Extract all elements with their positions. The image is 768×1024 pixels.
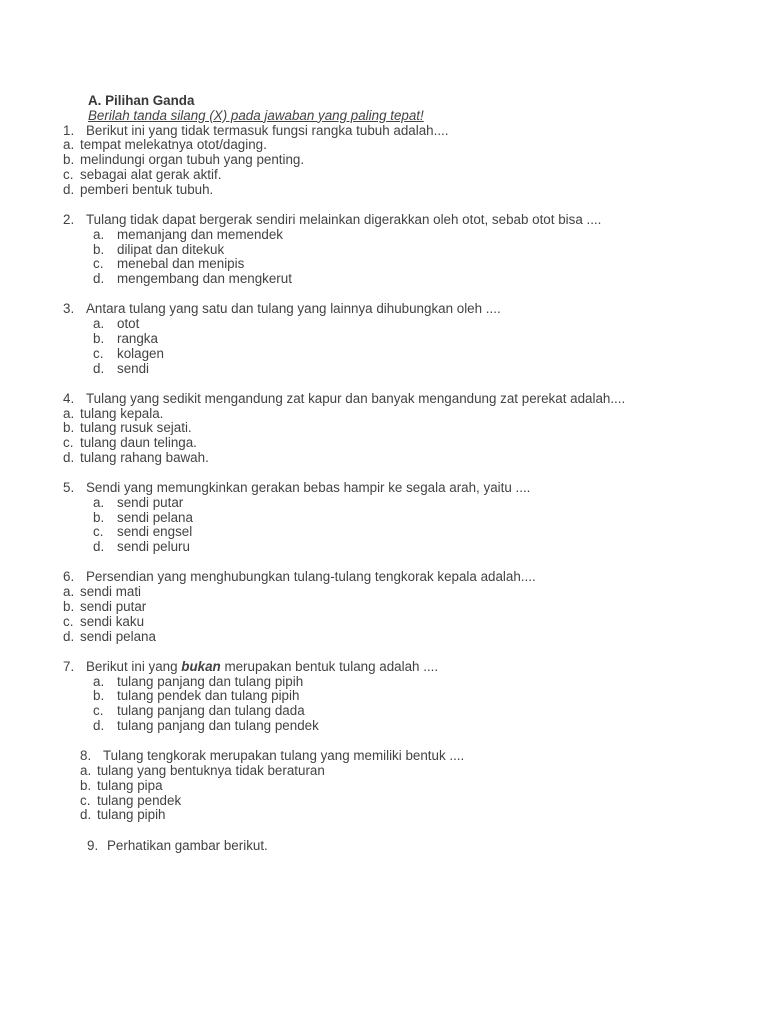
option-line-d: [80, 808, 728, 823]
option-text: tulang pipih: [97, 807, 166, 823]
option-letter: b.: [93, 509, 105, 525]
option-line-d: [63, 183, 728, 198]
question-line: [63, 392, 728, 407]
question-number: 9.: [87, 837, 99, 853]
option-text: menebal dan menipis: [117, 256, 245, 272]
option-line-d: [93, 719, 728, 734]
option-line-a: [63, 407, 728, 422]
option-letter: a.: [63, 137, 75, 153]
option-letter: d.: [63, 181, 75, 197]
option-line-a: [63, 585, 728, 600]
option-letter: a.: [93, 226, 105, 242]
option-line-d: [63, 451, 728, 466]
option-letter: c.: [80, 792, 91, 808]
option-text: tulang kepala.: [80, 405, 164, 421]
option-line-c: [93, 257, 728, 272]
option-letter: d.: [93, 718, 105, 734]
question-block-2: [63, 213, 728, 287]
question-text: Perhatikan gambar berikut.: [107, 837, 268, 853]
option-line-c: [63, 168, 728, 183]
option-line-b: [93, 689, 728, 704]
question-line: [63, 481, 728, 496]
option-text: sebagai alat gerak aktif.: [80, 166, 222, 182]
option-line-c: [93, 347, 728, 362]
option-line-b: [93, 243, 728, 258]
question-block-6: [63, 570, 728, 644]
option-letter: b.: [63, 420, 75, 436]
option-text: otot: [117, 316, 140, 332]
option-line-c: [93, 525, 728, 540]
question-text: Berikut ini yang tidak termasuk fungsi rangka tubuh adalah....: [86, 122, 449, 138]
question-text: Persendian yang menghubungkan tulang-tulang tengkorak kepala adalah....: [86, 569, 536, 585]
question-line: [63, 124, 728, 139]
option-text: tulang rusuk sejati.: [80, 420, 192, 436]
option-line-a: [63, 138, 728, 153]
option-text: sendi pelana: [80, 628, 156, 644]
option-text: sendi pelana: [117, 509, 193, 525]
option-text: tulang panjang dan tulang pendek: [117, 718, 319, 734]
question-block-4: [63, 392, 728, 466]
option-text: sendi engsel: [117, 524, 193, 540]
option-letter: b.: [93, 688, 105, 704]
question-line: [63, 213, 728, 228]
question-number: 5.: [63, 480, 75, 496]
option-line-b: [80, 779, 728, 794]
option-letter: b.: [63, 152, 75, 168]
option-letter: b.: [93, 330, 105, 346]
question-line: [63, 302, 728, 317]
question-block-7: [63, 660, 728, 734]
question-text-pre: Berikut ini yang: [86, 658, 182, 674]
option-line-d: [93, 362, 728, 377]
question-block-9: [87, 839, 728, 854]
section-title: A. Pilihan Ganda: [88, 93, 195, 108]
option-text: sendi putar: [117, 494, 184, 510]
option-text: sendi kaku: [80, 613, 145, 629]
question-number: 2.: [63, 211, 75, 227]
option-text: tulang rahang bawah.: [80, 449, 209, 465]
option-letter: c.: [93, 524, 104, 540]
option-letter: a.: [93, 494, 105, 510]
question-line: [80, 749, 728, 764]
option-text: memanjang dan memendek: [117, 226, 283, 242]
question-number: 4.: [63, 390, 75, 406]
question-line: [63, 570, 728, 585]
question-block-3: [63, 302, 728, 376]
option-line-b: [93, 511, 728, 526]
question-number: 7.: [63, 658, 75, 674]
instruction-line: Berilah tanda silang (X) pada jawaban yang paling tepat!: [88, 107, 424, 123]
option-line-d: [93, 540, 728, 555]
question-text: [86, 660, 728, 675]
option-text: melindungi organ tubuh yang penting.: [80, 152, 305, 168]
option-letter: d.: [80, 807, 92, 823]
option-letter: d.: [63, 628, 75, 644]
option-text: tulang panjang dan tulang dada: [117, 703, 305, 719]
option-line-c: [63, 436, 728, 451]
option-text: kolagen: [117, 345, 164, 361]
option-letter: a.: [93, 316, 105, 332]
option-line-a: [93, 228, 728, 243]
option-letter: c.: [93, 345, 104, 361]
option-line-d: [63, 630, 728, 645]
option-text: tulang yang bentuknya tidak beraturan: [97, 763, 325, 779]
option-letter: b.: [80, 777, 92, 793]
question-text: Tulang tidak dapat bergerak sendiri melainkan digerakkan oleh otot, sebab otot bisa ....: [86, 211, 602, 227]
question-number: 3.: [63, 301, 75, 317]
option-line-b: [93, 332, 728, 347]
option-text: tulang panjang dan tulang pipih: [117, 673, 304, 689]
option-line-a: [93, 496, 728, 511]
question-block-5: [63, 481, 728, 555]
question-number: 6.: [63, 569, 75, 585]
option-letter: c.: [63, 435, 74, 451]
question-text: Tulang yang sedikit mengandung zat kapur dan banyak mengandung zat perekat adalah....: [86, 390, 626, 406]
question-text: Tulang tengkorak merupakan tulang yang memiliki bentuk ....: [103, 748, 465, 764]
option-line-a: [93, 675, 728, 690]
option-text: mengembang dan mengkerut: [117, 271, 292, 287]
question-text: Sendi yang memungkinkan gerakan bebas hampir ke segala arah, yaitu ....: [86, 480, 531, 496]
option-text: tulang pipa: [97, 777, 163, 793]
question-text: Antara tulang yang satu dan tulang yang lainnya dihubungkan oleh ....: [86, 301, 501, 317]
option-letter: c.: [63, 613, 74, 629]
option-text: dilipat dan ditekuk: [117, 241, 225, 257]
option-line-c: [63, 615, 728, 630]
option-text: tulang pendek: [97, 792, 182, 808]
option-letter: a.: [63, 405, 75, 421]
option-letter: c.: [93, 256, 104, 272]
question-number: 8.: [80, 748, 92, 764]
option-line-c: [80, 794, 728, 809]
option-letter: b.: [63, 599, 75, 615]
option-line-b: [63, 600, 728, 615]
option-letter: a.: [63, 584, 75, 600]
option-text: tempat melekatnya otot/daging.: [80, 137, 267, 153]
option-text: rangka: [117, 330, 158, 346]
option-line-d: [93, 272, 728, 287]
option-letter: a.: [80, 763, 92, 779]
option-letter: d.: [93, 271, 105, 287]
option-letter: a.: [93, 673, 105, 689]
option-letter: d.: [93, 539, 105, 555]
option-line-b: [63, 421, 728, 436]
document-page: [63, 94, 728, 869]
option-text: pemberi bentuk tubuh.: [80, 181, 214, 197]
option-letter: c.: [63, 166, 74, 182]
option-line-a: [80, 764, 728, 779]
question-block-8: [80, 749, 728, 823]
option-text: sendi mati: [80, 584, 142, 600]
option-text: sendi peluru: [117, 539, 190, 555]
question-text-post: merupakan bentuk tulang adalah ....: [220, 658, 439, 674]
question-line: [87, 839, 728, 854]
option-letter: b.: [93, 241, 105, 257]
question-block-1: [63, 124, 728, 198]
option-letter: d.: [93, 360, 105, 376]
option-text: sendi putar: [80, 599, 147, 615]
question-text-emphasis: bukan: [181, 658, 221, 674]
option-text: sendi: [117, 360, 150, 376]
option-letter: c.: [93, 703, 104, 719]
option-letter: d.: [63, 449, 75, 465]
option-line-b: [63, 153, 728, 168]
option-line-a: [93, 317, 728, 332]
option-text: tulang pendek dan tulang pipih: [117, 688, 300, 704]
question-number: 1.: [63, 122, 75, 138]
option-text: tulang daun telinga.: [80, 435, 197, 451]
question-line: [63, 660, 728, 675]
document-header: [88, 94, 728, 124]
option-line-c: [93, 704, 728, 719]
